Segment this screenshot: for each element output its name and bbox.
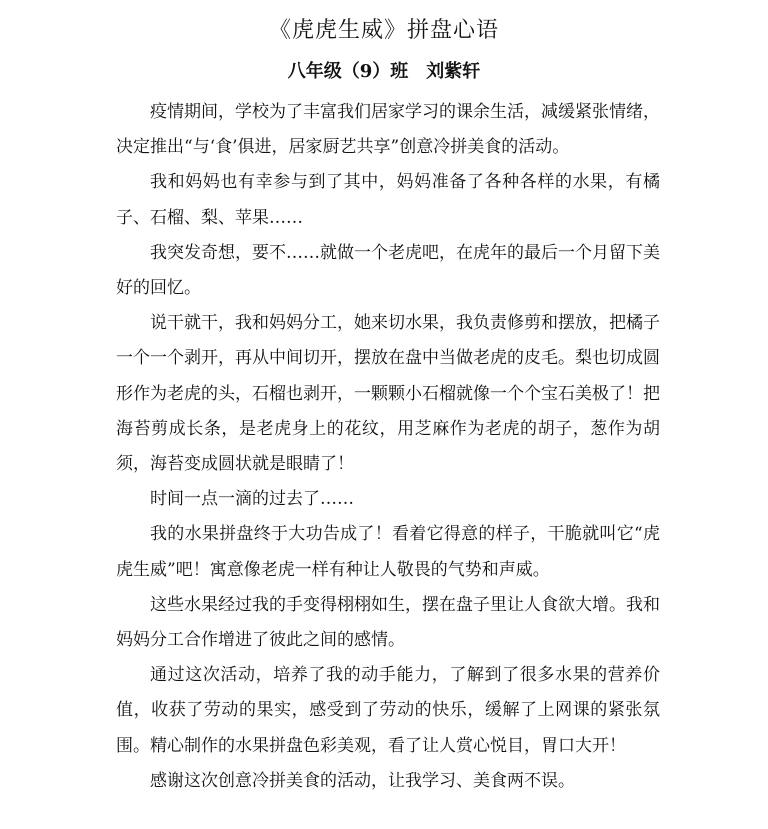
- document-body: [116, 95, 660, 799]
- paragraph: 我和妈妈也有幸参与到了其中，妈妈准备了各种各样的水果，有橘子、石榴、梨、苹果……: [116, 172, 660, 228]
- document-title: 《虎虎生威》拼盘心语: [268, 18, 499, 43]
- paragraph: 感谢这次创意冷拼美食的活动，让我学习、美食两不误。: [150, 770, 575, 791]
- paragraph: 我的水果拼盘终于大功告成了！看着它得意的样子，干脆就叫它“虎虎生威”吧！寓意像老虎一样有种让人敬畏的气势和声威。: [116, 524, 660, 580]
- paragraph: 时间一点一滴的过去了……: [150, 489, 354, 510]
- paragraph: 说干就干，我和妈妈分工，她来切水果，我负责修剪和摆放，把橘子一个一个剥开，再从中间切开，摆放在盘中当做老虎的皮毛。梨也切成圆形作为老虎的头，石榴也剥开，一颗颗小石榴就像一个个宝石美极了！把海苔剪成长条，是老虎身上的花纹，用芝麻作为老虎的胡子，葱作为胡须，海苔变成圆状就是眼睛了！: [116, 313, 660, 475]
- paragraph: 我突发奇想，要不……就做一个老虎吧，在虎年的最后一个月留下美好的回忆。: [116, 242, 660, 299]
- paragraph: 通过这次活动，培养了我的动手能力，了解到了很多水果的营养价值，收获了劳动的果实，感受到了劳动的快乐，缓解了上网课的紧张氛围。精心制作的水果拼盘色彩美观，看了让人赏心悦目，胃口大开！: [116, 665, 660, 756]
- byline: [0, 58, 768, 86]
- author-name: 刘紫轩: [426, 61, 481, 82]
- paragraph: 疫情期间，学校为了丰富我们居家学习的课余生活，减缓紧张情绪，决定推出“与‘食’俱进，居家厨艺共享”创意冷拼美食的活动。: [116, 102, 660, 158]
- class-label: 八年级（9）班: [287, 61, 409, 82]
- paragraph: 这些水果经过我的手变得栩栩如生，摆在盘子里让人食欲大增。我和妈妈分工合作增进了彼此之间的感情。: [116, 594, 660, 651]
